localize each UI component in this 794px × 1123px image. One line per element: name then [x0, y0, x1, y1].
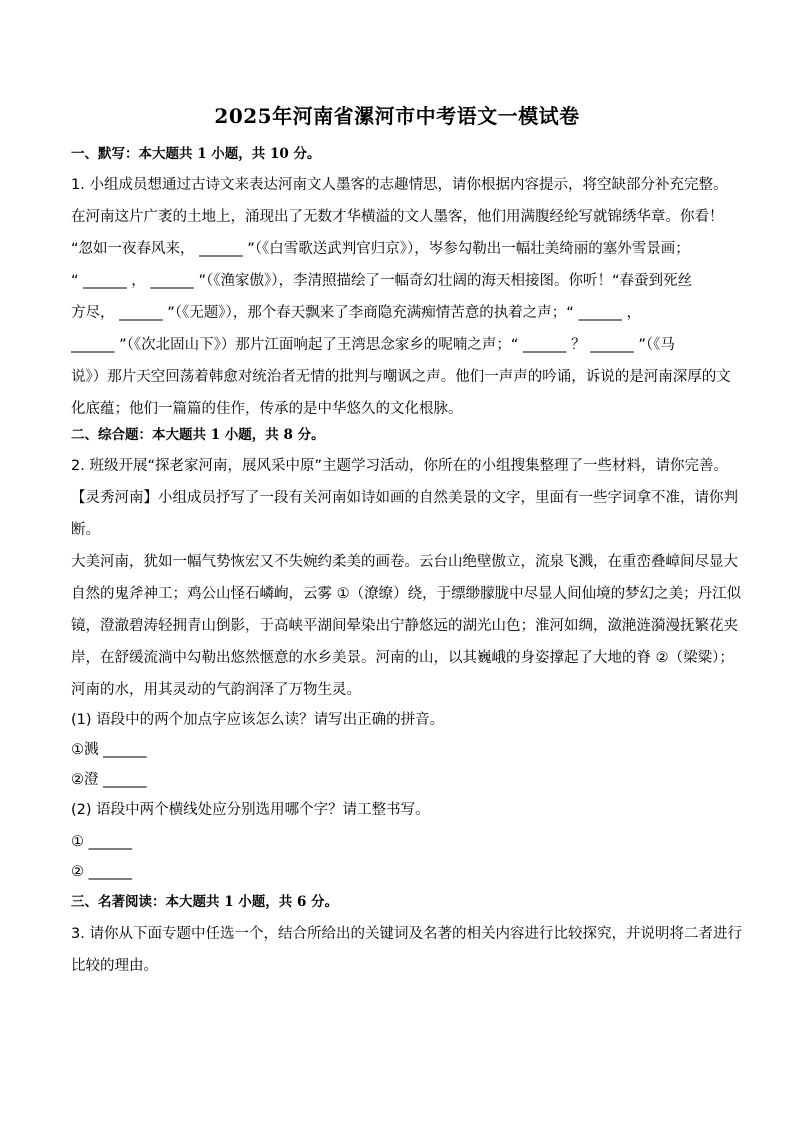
question-2-prompt: 2. 班级开展“探老家河南，展风采中原”主题学习活动，你所在的小组搜集整理了一些材料，请你完善。 [71, 458, 728, 474]
section-header-2 [71, 424, 325, 446]
section-desc: 本大题共 1 小题，共 10 分。 [138, 146, 321, 162]
paragraph-line: 比较的理由。 [71, 958, 158, 974]
paragraph-line: 大美河南，犹如一幅气势恢宏又不失婉约柔美的画卷。云台山绝壁傲立，流泉飞溅，在重峦叠嶂间尽显大 [71, 554, 738, 570]
question-3-prompt: 3. 请你从下面专题中任选一个，结合所给出的关键词及名著的相关内容进行比较探究，并说明将二者进行 [71, 926, 742, 942]
answer-line: ① ______ [71, 834, 133, 850]
paragraph-line: 断。 [71, 522, 100, 538]
section-label: 二、综合题： [71, 427, 152, 443]
paragraph-line: ______ ”（《次北固山下》）那片江面响起了王湾思念家乡的呢喃之声；“ ______ ？ ______ ”（《马 [71, 337, 675, 353]
paragraph-line: 岸，在舒缓流淌中勾勒出悠然惬意的水乡美景。河南的山，以其巍峨的身姿撑起了大地的脊 ②（梁粱）； [71, 650, 734, 666]
section-desc: 本大题共 1 小题，共 8 分。 [152, 427, 325, 443]
paragraph-line: 河南的水，用其灵动的气韵润泽了万物生灵。 [71, 682, 361, 698]
paragraph-line: 自然的鬼斧神工；鸡公山怪石嶙峋，云雾 ①（潦缭）绕，于缥缈朦胧中尽显人间仙境的梦幻之美；丹江似 [71, 586, 742, 602]
paragraph-line: 【灵秀河南】小组成员抒写了一段有关河南如诗如画的自然美景的文字，里面有一些字词拿不准，请你判 [71, 490, 738, 506]
paragraph-line: “忽如一夜春风来， ______ ”（《白雪歌送武判官归京》），岑参勾勒出一幅壮美绮丽的塞外雪景画； [71, 241, 690, 257]
section-desc: 本大题共 1 小题，共 6 分。 [165, 894, 339, 910]
question-1-prompt: 1. 小组成员想通过古诗文来表达河南文人墨客的志趣情思，请你根据内容提示，将空缺部分补充完整。 [71, 177, 728, 193]
sub-question: (1) 语段中的两个加点字应该怎么读？请写出正确的拼音。 [71, 712, 445, 728]
exam-title: 2025年河南省漯河市中考语文一模试卷 [214, 104, 580, 128]
sub-question: (2) 语段中两个横线处应分别选用哪个字？请工整书写。 [71, 802, 430, 818]
paragraph-line: “ ______ ， ______ ”（《渔家傲》），李清照描绘了一幅奇幻壮阔的海天相接图。你听！“春蚕到死丝 [71, 273, 692, 289]
paragraph-line: 说》）那片天空回荡着韩愈对统治者无情的批判与嘲讽之声。他们一声声的吟诵，诉说的是河南深厚的文 [71, 369, 731, 385]
answer-line: ①溅 ______ [71, 742, 147, 758]
section-label: 三、名著阅读： [71, 894, 166, 910]
section-label: 一、默写： [71, 146, 139, 162]
answer-line: ②澄 ______ [71, 772, 147, 788]
answer-line: ② ______ [71, 864, 133, 880]
section-header-3 [71, 891, 338, 913]
paragraph-line: 镜，澄澈碧涛轻拥青山倒影，于高峡平湖间晕染出宁静悠远的湖光山色；淮河如绸，潋滟涟漪漫抚繁花夹 [71, 618, 738, 634]
paragraph-line: 方尽， ______ ”（《无题》），那个春天飘来了李商隐充满痴情苦意的执着之声；“ ______ ， [71, 305, 641, 321]
paragraph-line: 在河南这片广袤的土地上，涌现出了无数才华横溢的文人墨客，他们用满腹经纶写就锦绣华章。你看！ [71, 209, 724, 225]
section-header-1 [71, 143, 320, 165]
paragraph-line: 化底蕴；他们一篇篇的佳作，传承的是中华悠久的文化根脉。 [71, 401, 463, 417]
